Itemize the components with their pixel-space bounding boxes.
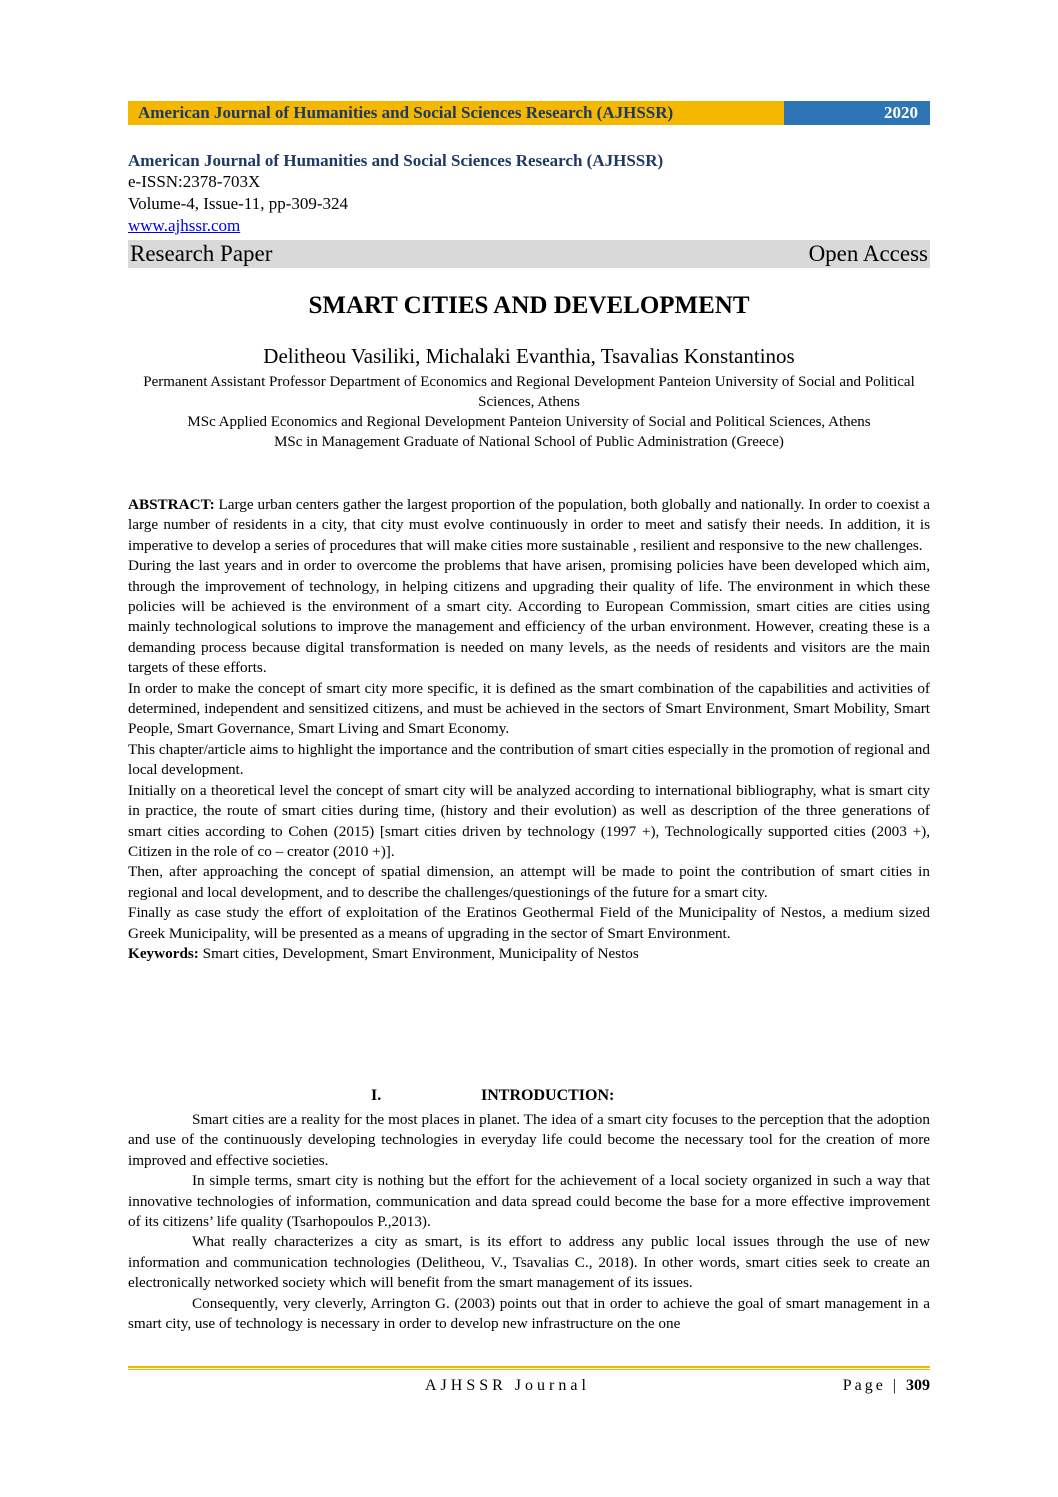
abstract-paragraph: During the last years and in order to overcome the problems that have arisen, promising policies have been developed which aim, through the improvement of technology, in helping citizens and upgrading their quality of life. The environment in which these policies will be achieved is the environment of a smart city. According to European Commission, smart cities are cities using mainly technological solutions to improve the management and efficiency of the urban environment. However, creating these is a demanding process because digital transformation is needed on many levels, as the needs of residents and visitors are the main targets of these efforts. [128,557,930,677]
keywords-text: Smart cities, Development, Smart Environment, Municipality of Nestos [202,944,639,962]
affiliation-2: MSc Applied Economics and Regional Development Panteion University of Social and Political Sciences, Athens [187,414,871,430]
journal-issn: e-ISSN:2378-703X [128,172,261,191]
abstract-paragraph: Finally as case study the effort of exploitation of the Eratinos Geothermal Field of the Municipality of Nestos, a medium sized Greek Municipality, will be presented as a means of upgrading in the sector of Smart Environment. [128,904,930,942]
running-header [128,101,930,125]
footer-journal: AJHSSR Journal [425,1377,590,1394]
affiliation-3: MSc in Management Graduate of National School of Public Administration (Greece) [274,434,784,450]
abstract-label: ABSTRACT: [128,496,215,513]
affiliations [128,372,930,452]
introduction-body [128,1110,930,1334]
abstract-paragraph: Initially on a theoretical level the concept of smart city will be analyzed according to international bibliography, what is smart city in practice, the route of smart cities during time, (history and their evolution) as well as description of the three generations of smart cities according to Cohen (2015) [smart cities driven by technology (1997 +), Technologically supported cities (2003 +), Citizen in the role of co – creator (2010 +)]. [128,781,930,860]
body-paragraph: What really characterizes a city as smart, is its effort to address any public local issues through the use of new information and communication technologies (Delitheou, V., Tsavalias C., 2018). In other words, smart cities seek to create an electronically networked society which will benefit from the smart management of its issues. [128,1233,930,1292]
section-number: I. [371,1087,382,1104]
running-header-year: 2020 [784,101,930,125]
keywords [128,944,930,964]
abstract-paragraph: This chapter/article aims to highlight the importance and the contribution of smart cities especially in the promotion of regional and local development. [128,740,930,779]
footer-rule [128,1366,930,1368]
abstract-paragraph: In order to make the concept of smart city more specific, it is defined as the smart combination of the capabilities and activities of determined, independent and sensitized citizens, and must be achieved in the sectors of Smart Environment, Smart Mobility, Smart People, Smart Governance, Smart Living and Smart Economy. [128,679,930,738]
abstract [128,495,930,964]
footer-rule-thin [128,1369,930,1370]
abstract-paragraph [128,495,930,556]
journal-title: American Journal of Humanities and Social Sciences Research (AJHSSR) [128,151,664,170]
open-access-label: Open Access [808,241,928,266]
abstract-paragraph: Then, after approaching the concept of spatial dimension, an attempt will be made to point the contribution of smart cities in regional and local development, and to describe the challenges/questionings of the future for a smart city. [128,863,930,901]
running-header-journal: American Journal of Humanities and Social Sciences Research (AJHSSR) [128,101,784,125]
body-paragraph: Consequently, very cleverly, Arrington G. (2003) points out that in order to achieve the goal of smart management in a smart city, use of technology is necessary in order to develop new infrastructure on the one [128,1294,930,1333]
article-type-label: Research Paper [130,241,273,266]
body-paragraph: Smart cities are a reality for the most places in planet. The idea of a smart city focuses to the perception that the adoption and use of the continuously developing technologies in everyday life could become the necessary tool for the creation of more improved and effective societies. [128,1111,930,1169]
affiliation-1: Permanent Assistant Professor Department of Economics and Regional Development Panteion University of Social and Political Sciences, Athens [143,374,915,410]
abstract-text: Large urban centers gather the largest proportion of the population, both globally and nationally. In order to coexist a large number of residents in a city, that city must evolve continuously in order to meet and satisfy their needs. In addition, it is imperative to develop a series of procedures that will make cities more sustainable , resilient and responsive to the new challenges. [128,496,930,554]
page-footer [128,1375,930,1397]
journal-website-link[interactable]: www.ajhssr.com [128,216,241,235]
journal-volume: Volume-4, Issue-11, pp-309-324 [128,194,349,213]
footer-page-label: Page [842,1377,886,1394]
paper-authors: Delitheou Vasiliki, Michalaki Evanthia, Tsavalias Konstantinos [263,344,795,368]
footer-page: Page | 309 [842,1377,930,1394]
keywords-label: Keywords: [128,944,199,962]
journal-info [128,151,930,237]
body-paragraph: In simple terms, smart city is nothing but the effort for the achievement of a local society organized in such a way that innovative technologies of information, communication and data spread could become the base for a more effective improvement of its citizens’ life quality (Tsarhopoulos P.,2013). [128,1172,930,1231]
footer-page-number: 309 [906,1377,930,1394]
article-type-bar [128,240,930,268]
section-title: INTRODUCTION: [481,1087,615,1104]
paper-title: SMART CITIES AND DEVELOPMENT [308,292,750,319]
